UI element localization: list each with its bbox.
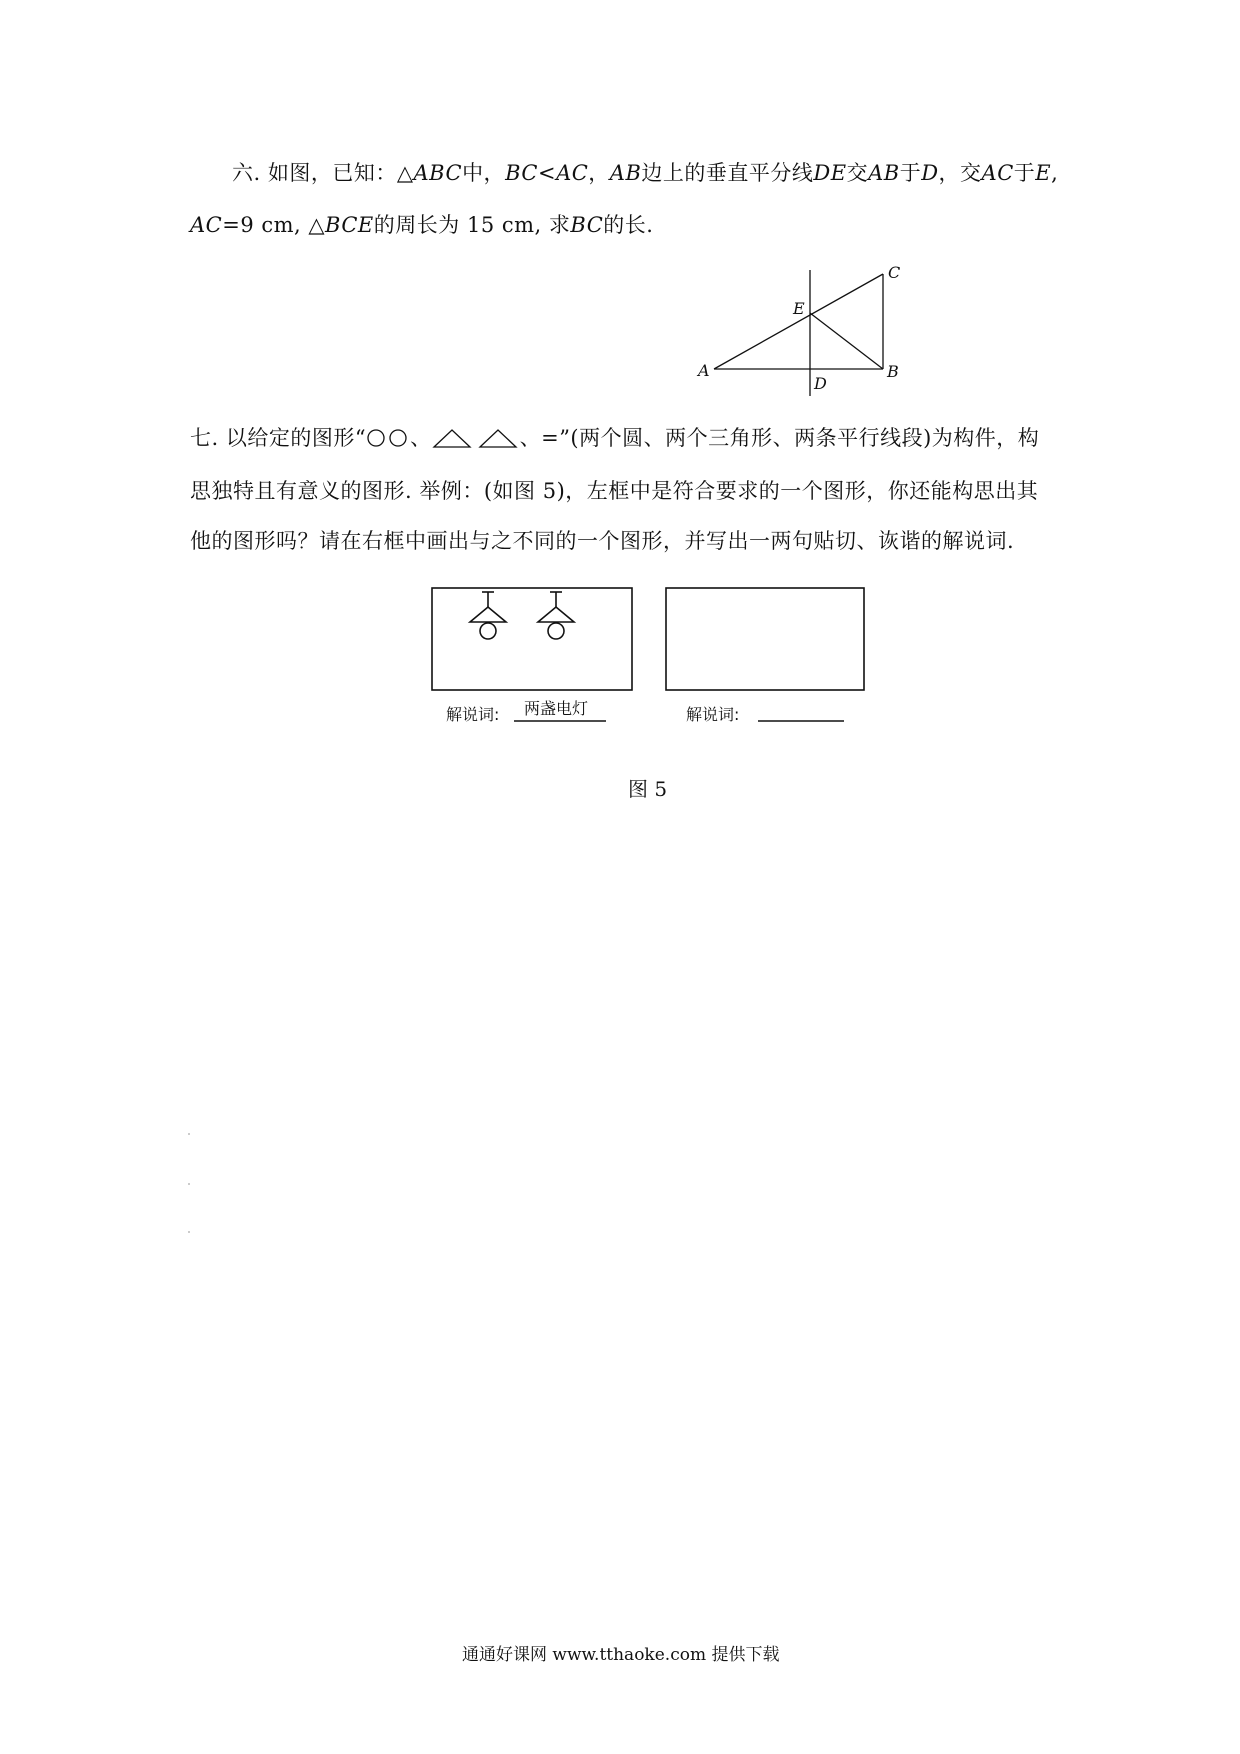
- two-triangles-icon: [432, 427, 520, 449]
- q7-line-3: 他的图形吗？请在右框中画出与之不同的一个图形，并写出一两句贴切、诙谐的解说词.: [190, 529, 1015, 553]
- text: ，: [588, 161, 610, 185]
- text: AB: [609, 161, 642, 185]
- label-a: A: [698, 361, 710, 380]
- segment-be: [810, 313, 883, 369]
- label-d: D: [814, 374, 827, 393]
- q6-line-1: [232, 163, 1058, 184]
- footer-credit: 通通好课网 www.tthaoke.com 提供下载: [462, 1645, 780, 1665]
- text: 七. 以给定的图形“: [190, 426, 367, 450]
- right-caption-label: 解说词:: [686, 705, 740, 724]
- text: ,: [1051, 161, 1059, 185]
- text: AC: [556, 161, 589, 185]
- figure-caption: 图 5: [628, 777, 668, 801]
- text: 中，: [462, 161, 506, 185]
- text: 于: [1013, 161, 1036, 185]
- side-ac: [714, 274, 883, 369]
- two-circles-icon: [366, 427, 410, 449]
- text: 于: [899, 161, 922, 185]
- text: 、: [410, 426, 432, 450]
- text: E: [1035, 161, 1052, 185]
- text: BC: [570, 213, 604, 237]
- text: <: [537, 161, 557, 185]
- text: BCE: [325, 213, 374, 237]
- text: D: [921, 161, 939, 185]
- text: 的长.: [603, 213, 654, 237]
- left-caption-label: 解说词:: [446, 705, 500, 724]
- scan-dot: [188, 1133, 190, 1135]
- label-c: C: [888, 263, 901, 282]
- text: 交: [846, 161, 869, 185]
- text: AC: [190, 213, 223, 237]
- q7-line-2: 思独特且有意义的图形. 举例：(如图 5)，左框中是符合要求的一个图形，你还能构思出其: [190, 479, 1039, 503]
- q7-line-1: [190, 427, 1039, 449]
- label-b: B: [887, 362, 899, 381]
- figure-5: [420, 580, 880, 730]
- text: AB: [868, 161, 900, 185]
- q6-line-2: [190, 215, 653, 236]
- triangle-figure: [680, 260, 920, 400]
- text: DE: [813, 161, 847, 185]
- text: ABC: [413, 161, 463, 185]
- lamp-icon: [538, 592, 574, 639]
- text: 边上的垂直平分线: [641, 161, 814, 185]
- scan-dot: [188, 1183, 190, 1185]
- lamp-icon: [470, 592, 506, 639]
- left-caption-answer: 两盏电灯: [524, 699, 589, 718]
- label-e: E: [793, 299, 805, 318]
- text: AC: [981, 161, 1014, 185]
- text: BC: [505, 161, 538, 185]
- right-box: [666, 588, 864, 690]
- text: 、=”(两个圆、两个三角形、两条平行线段)为构件，构: [519, 426, 1040, 450]
- text: 六. 如图，已知：△: [232, 161, 414, 185]
- text: ，交: [938, 161, 982, 185]
- text: =9 cm, △: [222, 213, 326, 237]
- scan-dot: [188, 1231, 190, 1233]
- text: 的周长为 15 cm, 求: [373, 213, 571, 237]
- left-box: [432, 588, 632, 690]
